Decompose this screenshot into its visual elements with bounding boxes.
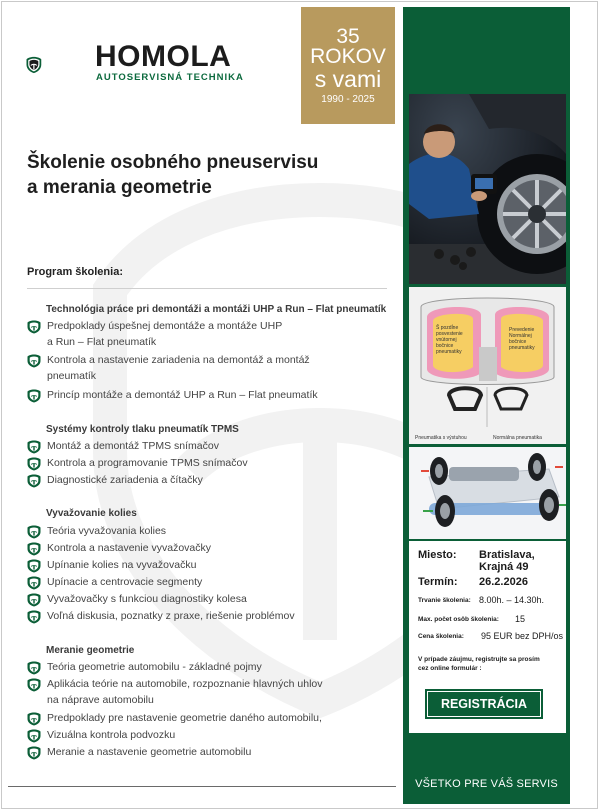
program-item-text: Upínacie a centrovacie segmenty [47,576,203,588]
page-title [27,150,387,200]
homola-shield-logo-icon [26,30,90,100]
date-value: 26.2.2026 [479,576,528,588]
program-item [27,591,389,607]
program-item-text: Upínanie kolies na vyvažovačku [47,559,197,571]
program-item-text: Montáž a demontáž TPMS snímačov [47,440,219,452]
section-heading: Systémy kontroly tlaku pneumatík TPMS [46,424,239,435]
caption-runflat: Pneumatika s výstuhou [415,435,467,441]
program-item [27,318,389,350]
shield-bullet-icon [27,542,41,556]
program-item [27,744,389,760]
program-item [27,472,389,488]
place-value-1: Bratislava, [479,549,535,561]
date-label: Termín: [418,576,458,588]
shield-bullet-icon [27,525,41,539]
shield-bullet-icon [27,661,41,675]
program-item-text: a Run – Flat pneumatík [47,336,157,348]
diagram-right-note-1: Prevedenie [509,327,535,333]
program-item-text: Diagnostické zariadenia a čítačky [47,474,203,486]
program-item-text: Aplikácia teórie na automobile, rozpoznanie hlavných uhlov [47,678,323,690]
shield-bullet-icon [27,678,41,692]
shield-bullet-icon [27,729,41,743]
shield-bullet-icon [27,354,41,368]
place-label: Miesto: [418,549,457,561]
diagram-left-note-3: vnútornej [436,337,457,343]
registration-note-1: V prípade záujmu, registrujte sa prosím [418,656,540,663]
program-item-text: Predpoklady úspešnej demontáže a montáže UHP [47,320,283,332]
shield-bullet-icon [27,474,41,488]
duration-label: Trvanie školenia: [418,597,471,604]
diagram-left-note-1: Š pozdĺne [436,325,459,331]
max-people-label: Max. počet osôb školenia: [418,616,499,623]
program-item-text: Meranie a nastavenie geometrie automobilu [47,746,252,758]
price-label: Cena školenia: [418,633,464,640]
tpms-photo [409,94,566,284]
program-item [27,438,389,454]
program-item-text: Vyvažovačky s funkciou diagnostiky kolesa [47,593,247,605]
program-heading: Program školenia: [27,266,123,278]
section-heading: Technológia práce pri demontáži a montáži UHP a Run – Flat pneumatík [46,304,387,315]
program-item [27,710,389,726]
axle-geometry-diagram [409,447,566,539]
shield-bullet-icon [27,610,41,624]
program-item-text: Vizuálna kontrola podvozku [47,729,176,741]
registration-note-2: cez online formulár : [418,665,482,672]
badge-years: 1990 - 2025 [321,94,375,105]
place-value-2: Krajná 49 [479,561,529,573]
shield-bullet-icon [27,593,41,607]
section-heading: Meranie geometrie [46,645,135,656]
shield-bullet-icon [27,389,41,403]
program-item [27,727,389,743]
program-item-text: pneumatík [47,370,97,382]
diagram-right-note-4: pneumatiky [509,345,535,351]
brand-subtitle: AUTOSERVISNÁ TECHNIKA [96,72,244,83]
price-value: 95 EUR bez DPH/os [481,631,564,641]
program-item [27,557,389,573]
anniversary-badge [301,7,395,124]
shield-bullet-icon [27,746,41,760]
bottom-divider [8,786,396,787]
program-item-text: Kontrola a programovanie TPMS snímačov [47,457,248,469]
program-item [27,455,389,471]
program-item-text: Teória geometrie automobilu - základné pojmy [47,661,262,673]
shield-bullet-icon [27,576,41,590]
caption-normal: Normálna pneumatika [493,435,542,441]
program-item [27,608,389,624]
program-item-text: Kontrola a nastavenie vyvažovačky [47,542,212,554]
max-people-value: 15 [515,614,526,624]
shield-bullet-icon [27,440,41,454]
program-item-text: na náprave automobilu [47,694,154,706]
divider [27,288,387,289]
badge-number: 35 [336,25,360,48]
shield-bullet-icon [27,457,41,471]
program-item [27,352,389,384]
program-item [27,659,389,675]
shield-bullet-icon [27,712,41,726]
section-heading: Vyvažovanie kolies [46,508,137,519]
registration-button[interactable]: REGISTRÁCIA [425,689,543,719]
program-item [27,387,389,403]
diagram-right-note-3: bočnice [509,339,527,345]
program-item [27,676,389,708]
slogan: VŠETKO PRE VÁŠ SERVIS [415,778,558,790]
brand-name: HOMOLA [95,40,232,73]
title-line-1: Školenie osobného pneuservisu [27,152,319,173]
diagram-left-note-2: posvestenie [436,331,463,337]
diagram-left-note-5: pneumatiky [436,349,462,355]
program-item-text: Voľná diskusia, poznatky z praxe, riešenie problémov [47,610,295,622]
badge-rokov: ROKOV [310,45,386,68]
shield-bullet-icon [27,559,41,573]
runflat-tire-diagram [409,287,566,444]
diagram-left-note-4: bočnice [436,343,454,349]
title-line-2: a merania geometrie [27,177,212,198]
program-item [27,523,389,539]
badge-s-vami: s vami [314,66,382,92]
program-item-text: Princíp montáže a demontáž UHP a Run – Flat pneumatík [47,389,318,401]
program-item-text: Kontrola a nastavenie zariadenia na demontáž a montáž [47,354,310,366]
program-item [27,540,389,556]
program-item-text: Predpoklady pre nastavenie geometrie daného automobilu, [47,712,322,724]
program-item [27,574,389,590]
diagram-right-note-2: Normálnej [509,333,532,339]
program-item-text: Teória vyvažovania kolies [47,525,167,537]
shield-bullet-icon [27,320,41,334]
duration-value: 8.00h. – 14.30h. [479,595,545,605]
